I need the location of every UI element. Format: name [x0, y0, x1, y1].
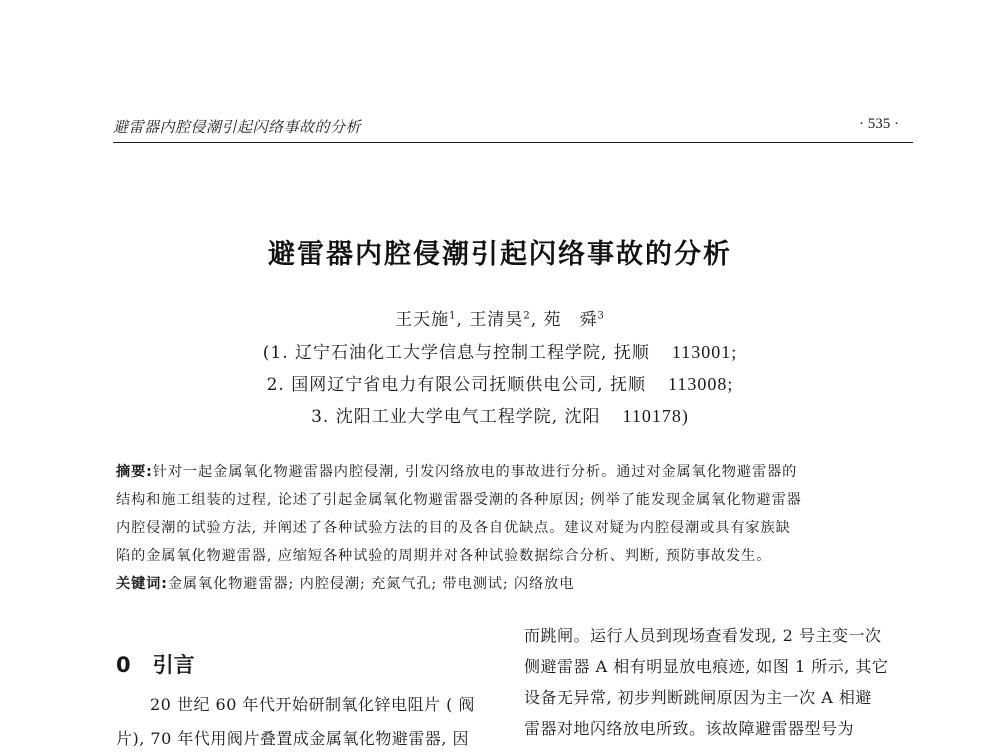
affiliation-line [0, 402, 1000, 427]
section-title: 引言 [152, 653, 195, 677]
postal-code: 113001; [671, 342, 738, 362]
affiliation-line [0, 338, 1000, 363]
running-header [113, 112, 913, 143]
author-name: 王天施 [395, 310, 450, 330]
author-affiliation-mark: 3 [597, 310, 605, 322]
author-affiliation-mark: 1 [449, 310, 457, 322]
abstract-label: 摘要: [116, 464, 153, 480]
author-name: 王清昊 [469, 310, 524, 330]
author-separator: , [456, 310, 470, 330]
abstract-line: 结构和施工组装的过程, 论述了引起金属氧化物避雷器受潮的各种原因; 例举了能发现金属氧化物避雷器 [116, 492, 802, 508]
section-number: 0 [116, 653, 131, 677]
body-text-line: 而跳闸。运行人员到现场查看发现, 2 号主变一次 [524, 626, 882, 645]
affiliation-line [0, 370, 1000, 395]
keywords-text: 金属氧化物避雷器; 内腔侵潮; 充氮气孔; 带电测试; 闪络放电 [167, 576, 575, 592]
abstract-text: 针对一起金属氧化物避雷器内腔侵潮, 引发闪络放电的事故进行分析。通过对金属氧化物避雷器的 [152, 464, 798, 480]
author-name: 苑 舜 [543, 310, 598, 330]
affiliation-text: (1. 辽宁石油化工大学信息与控制工程学院, 抚顺 [262, 343, 650, 363]
keywords [116, 573, 916, 593]
abstract-line: 内腔侵潮的试验方法, 并阐述了各种试验方法的目的及各自优缺点。建议对疑为内腔侵潮或具有家族缺 [116, 520, 791, 536]
affiliation-text: 2. 国网辽宁省电力有限公司抚顺供电公司, 抚顺 [266, 375, 647, 395]
author-affiliation-mark: 2 [523, 310, 531, 322]
section-heading [116, 649, 195, 679]
keywords-label: 关键词: [116, 576, 168, 592]
page-number: · 535 · [859, 116, 899, 132]
paper-title: 避雷器内腔侵潮引起闪络事故的分析 [268, 239, 732, 270]
body-text-line: 雷器对地闪络放电所致。该故障避雷器型号为 [524, 719, 855, 738]
postal-code: 113008; [668, 374, 734, 394]
body-text-line: 片), 70 年代用阀片叠置成金属氧化物避雷器, 因 [116, 729, 470, 748]
body-text-line: 侧避雷器 A 相有明显放电痕迹, 如图 1 所示, 其它 [524, 657, 889, 676]
abstract [116, 458, 916, 570]
abstract-line: 陷的金属氧化物避雷器, 应缩短各种试验的周期并对各种试验数据综合分析、判断, 预防事故发生。 [116, 548, 772, 564]
abstract-line [116, 458, 916, 486]
author-list [0, 305, 1000, 330]
postal-code: 110178) [622, 406, 689, 426]
author-separator: , [530, 310, 544, 330]
running-title: 避雷器内腔侵潮引起闪络事故的分析 [113, 118, 362, 136]
affiliation-text: 3. 沈阳工业大学电气工程学院, 沈阳 [311, 407, 601, 427]
body-text-line: 设备无异常, 初步判断跳闸原因为主一次 A 相避 [524, 688, 872, 707]
body-column-left [116, 688, 506, 756]
body-text-line: 20 世纪 60 年代开始研制氧化锌电阻片 ( 阀 [150, 695, 475, 714]
body-column-right [524, 620, 924, 744]
